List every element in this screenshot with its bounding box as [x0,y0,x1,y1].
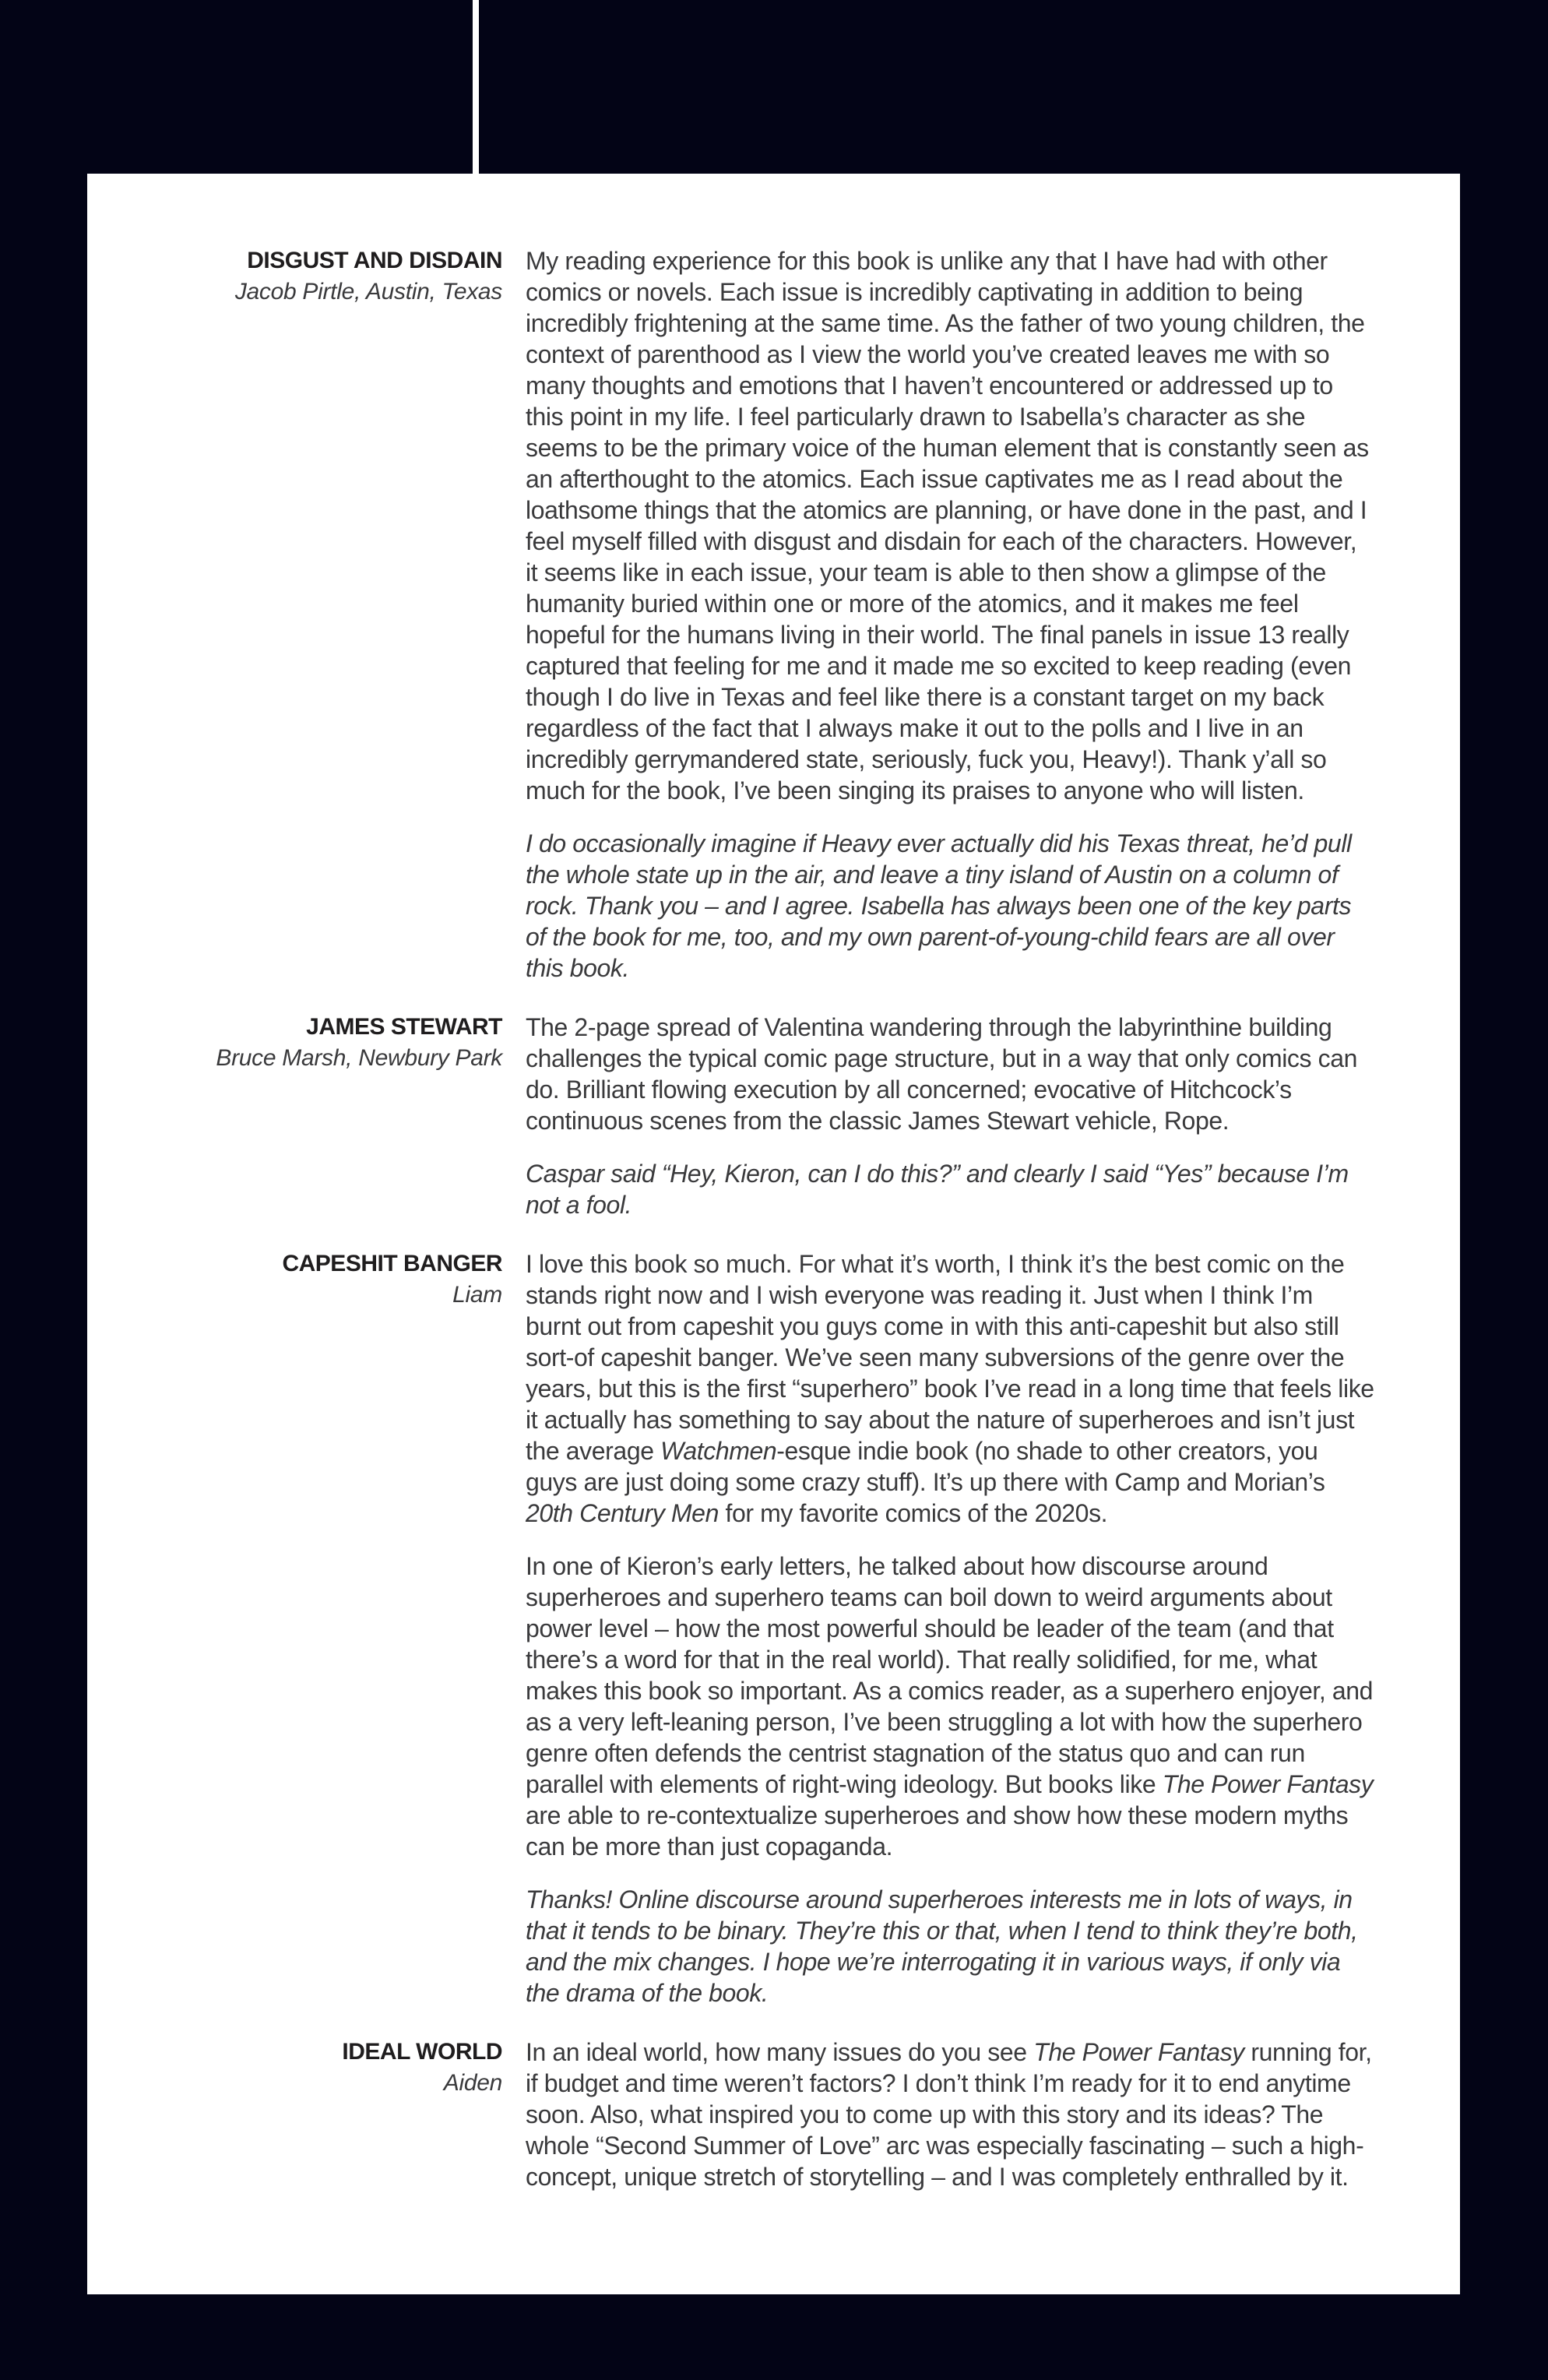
italicized-title-text: The Power Fantasy [1033,2038,1244,2066]
paragraph-text: Caspar said “Hey, Kieron, can I do this?” and clearly I said “Yes” because I’m not a fool. [526,1160,1349,1219]
letter-author: Bruce Marsh, Newbury Park [216,1045,502,1071]
letter-author: Jacob Pirtle, Austin, Texas [234,279,502,305]
letter-body [526,245,1374,984]
paragraph-text: running for, if budget and time weren’t factors? I don’t think I’m ready for it to end anytime soon. Also, what inspired you to come up with this story and its ideas? The whole “Second Summer of Love” arc was especially fascinating – such a high-concept, unique stretch of storytelling – and I was completely enthralled by it. [526,2038,1372,2191]
letter-title: CAPESHIT BANGER [282,1251,502,1276]
letter-paragraph [526,1551,1374,1862]
editor-reply-paragraph [526,1884,1374,2009]
paragraph-text: The 2-page spread of Valentina wandering through the labyrinthine building challenges the typical comic page structure, but in a way that only comics can do. Brilliant flowing execution by all concerned; evocative of Hitchcock’s continuous scenes from the classic James Stewart vehicle, Rope. [526,1013,1358,1135]
letters-panel [87,174,1460,2294]
paragraph-text: I do occasionally imagine if Heavy ever actually did his Texas threat, he’d pull the whole state up in the air, and leave a tiny island of Austin on a column of rock. Thank you – and I agree. Isabella has always been one of the key parts of the book for me, too, and my own parent-of-young-child fears are all over this book. [526,829,1352,982]
paragraph-text: Thanks! Online discourse around superheroes interests me in lots of ways, in that it tends to be binary. They’re this or that, when I tend to think they’re both, and the mix changes. I hope we’re interrogating it in various ways, if only via the drama of the book. [526,1885,1358,2007]
letter-paragraph [526,245,1374,806]
italicized-title-text: The Power Fantasy [1162,1770,1374,1798]
paragraph-text: In one of Kieron’s early letters, he talked about how discourse around superheroes and superhero teams can boil down to weird arguments about power level – how the most powerful should be leader of the team (and that there’s a word for that in the real world). That really solidified, for me, what makes this book so important. As a comics reader, as a superhero enjoyer, and as a very left-leaning person, I’ve been struggling a lot with how the superhero genre often defends the centrist stagnation of the status quo and can run parallel with elements of right-wing ideology. But books like [526,1552,1374,1798]
paragraph-text: In an ideal world, how many issues do you see [526,2038,1034,2066]
paragraph-text: for my favorite comics of the 2020s. [718,1499,1108,1527]
letter-title: IDEAL WORLD [342,2039,502,2065]
paragraph-text: are able to re-contextualize superheroes and show how these modern myths can be more than just copaganda. [526,1801,1349,1861]
letter-paragraph [526,1248,1374,1529]
page-divider-line [473,0,479,174]
letter-title: JAMES STEWART [306,1014,502,1040]
editor-reply-paragraph [526,828,1374,984]
letter-title: DISGUST AND DISDAIN [247,248,502,273]
letter-author: Aiden [443,2070,502,2096]
editor-reply-paragraph [526,1158,1374,1220]
letter-paragraph [526,2037,1374,2192]
letter-body [526,2037,1374,2192]
letter-header [117,245,502,984]
paragraph-text: I love this book so much. For what it’s worth, I think it’s the best comic on the stands right now and I wish everyone was reading it. Just when I think I’m burnt out from capeshit you guys come in with this anti-capeshit but also still sort-of capeshit banger. We’ve seen many subversions of the genre over the years, but this is the first “superhero” book I’ve read in a long time that feels like it actually has something to say about the nature of superheroes and isn’t just the average [526,1250,1374,1465]
letter-body [526,1012,1374,1220]
letter-header [117,1012,502,1220]
letter-author: Liam [452,1282,502,1308]
letter-body [526,1248,1374,2009]
letter-section [117,1248,1374,2009]
letter-section [117,245,1374,984]
italicized-title-text: 20th Century Men [526,1499,719,1527]
letter-section [117,1012,1374,1220]
letter-section [117,2037,1374,2192]
letter-header [117,2037,502,2192]
paragraph-text: -esque indie book (no shade to other creators, you guys are just doing some crazy stuff). It’s up there with Camp and Morian’s [526,1437,1325,1496]
paragraph-text: My reading experience for this book is unlike any that I have had with other comics or novels. Each issue is incredibly captivating in addition to being incredibly frightening at the same time. As the father of two young children, the context of parenthood as I view the world you’ve created leaves me with so many thoughts and emotions that I haven’t encountered or addressed up to this point in my life. I feel particularly drawn to Isabella’s character as she seems to be the primary voice of the human element that is constantly seen as an afterthought to the atomics. Each issue captivates me as I read about the loathsome things that the atomics are planning, or have done in the past, and I feel myself filled with disgust and disdain for each of the characters. However, it seems like in each issue, your team is able to then show a glimpse of the humanity buried within one or more of the atomics, and it makes me feel hopeful for the humans living in their world. The final panels in issue 13 really captured that feeling for me and it made me so excited to keep reading (even though I do live in Texas and feel like there is a constant target on my back regardless of the fact that I always make it out to the polls and I live in an incredibly gerrymandered state, seriously, fuck you, Heavy!). Thank y’all so much for the book, I’ve been singing its praises to anyone who will listen. [526,247,1369,804]
letter-paragraph [526,1012,1374,1136]
letter-header [117,1248,502,2009]
italicized-title-text: Watchmen [660,1437,777,1465]
